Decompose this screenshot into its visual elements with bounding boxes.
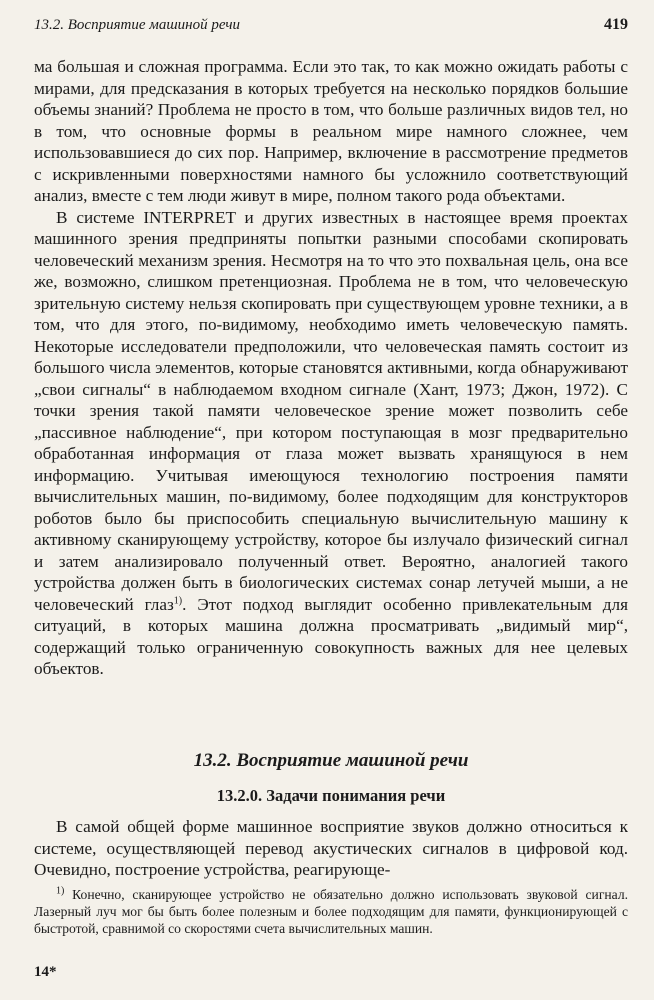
signature-mark: 14* <box>34 964 57 980</box>
main-text <box>34 56 628 680</box>
running-title: 13.2. Восприятие машиной речи <box>34 17 240 33</box>
footnote <box>34 886 628 937</box>
footnote-marker: 1) <box>56 885 65 897</box>
section-text <box>34 816 628 881</box>
running-head <box>34 16 628 34</box>
footnote-reference[interactable]: 1) <box>173 594 183 606</box>
section-title: 13.2. Восприятие машиной речи <box>193 750 469 771</box>
page-number: 419 <box>604 16 628 33</box>
subsection-title: 13.2.0. Задачи понимания речи <box>216 786 446 805</box>
section-paragraph-1: В самой общей форме машинное восприятие звуков должно относиться к системе, осуществляющей перевод акустических сигналов в цифровой код. Очевидно, построение устройства, реагирующе- <box>34 817 628 879</box>
paragraph-1: ма большая и сложная программа. Если это так, то как можно ожидать работы с мирами, для предсказания в которых требуется на несколько порядков большие объемы знаний? Проблема не просто в том, что больше различных видов тел, но в том, что основные формы в реальном мире намного сложнее, чем использовавшиеся до сих пор. Например, включение в рассмотрение предметов с искривленными поверхностями намного бы усложнило соответствующий анализ, вместе с тем люди живут в мире, полном такого рода объектами. <box>34 57 628 205</box>
paragraph-2-main: В системе INTERPRET и других известных в настоящее время проектах машинного зрения предприняты попытки разными способами скопировать человеческий механизм зрения. Несмотря на то что это похвальная цель, она все же, возможно, слишком претенциозная. Проблема не в том, что человеческую зрительную систему нельзя скопировать при существующем уровне техники, а в том, что для этого, по-видимому, необходимо иметь человеческую память. Некоторые исследователи предположили, что человеческая память состоит из большого числа элементов, которые становятся активными, когда обнаруживают „свои сигналы“ в наблюдаемом входном сигнале (Хант, 1973; Джон, 1972). С точки зрения такой памяти человеческое зрение может позволить себе „пассивное наблюдение“, при котором поступающая в мозг предварительно обработанная информация от глаза может вызвать хранящуюся в нем информацию. Учитывая имеющуюся технологию построения памяти вычислительных машин, по-видимому, более подходящим для конструкторов роботов было бы приспособить специальную вычислительную машину к активному сканирующему устройству, которое бы излучало физический сигнал и затем анализировало полученный ответ. Вероятно, аналогией такого устройства должен быть в биологических системах сонар летучей мыши, а не человеческий глаз <box>34 207 628 614</box>
paragraph-2-tail: . Этот подход выглядит особенно привлекательным для ситуаций, в которых машина должна просматривать „видимый мир“, содержащий только ограниченную совокупность важных для нее целевых объектов. <box>34 594 628 678</box>
paragraph-2 <box>34 207 628 680</box>
footnote-text: Конечно, сканирующее устройство не обязательно должно использовать звуковой сигнал. Лазерный луч мог бы быть более полезным и более подходящим для памяти, функционирующей с быстротой, сравнимой со скоростями счета вычислительных машин. <box>34 887 628 936</box>
